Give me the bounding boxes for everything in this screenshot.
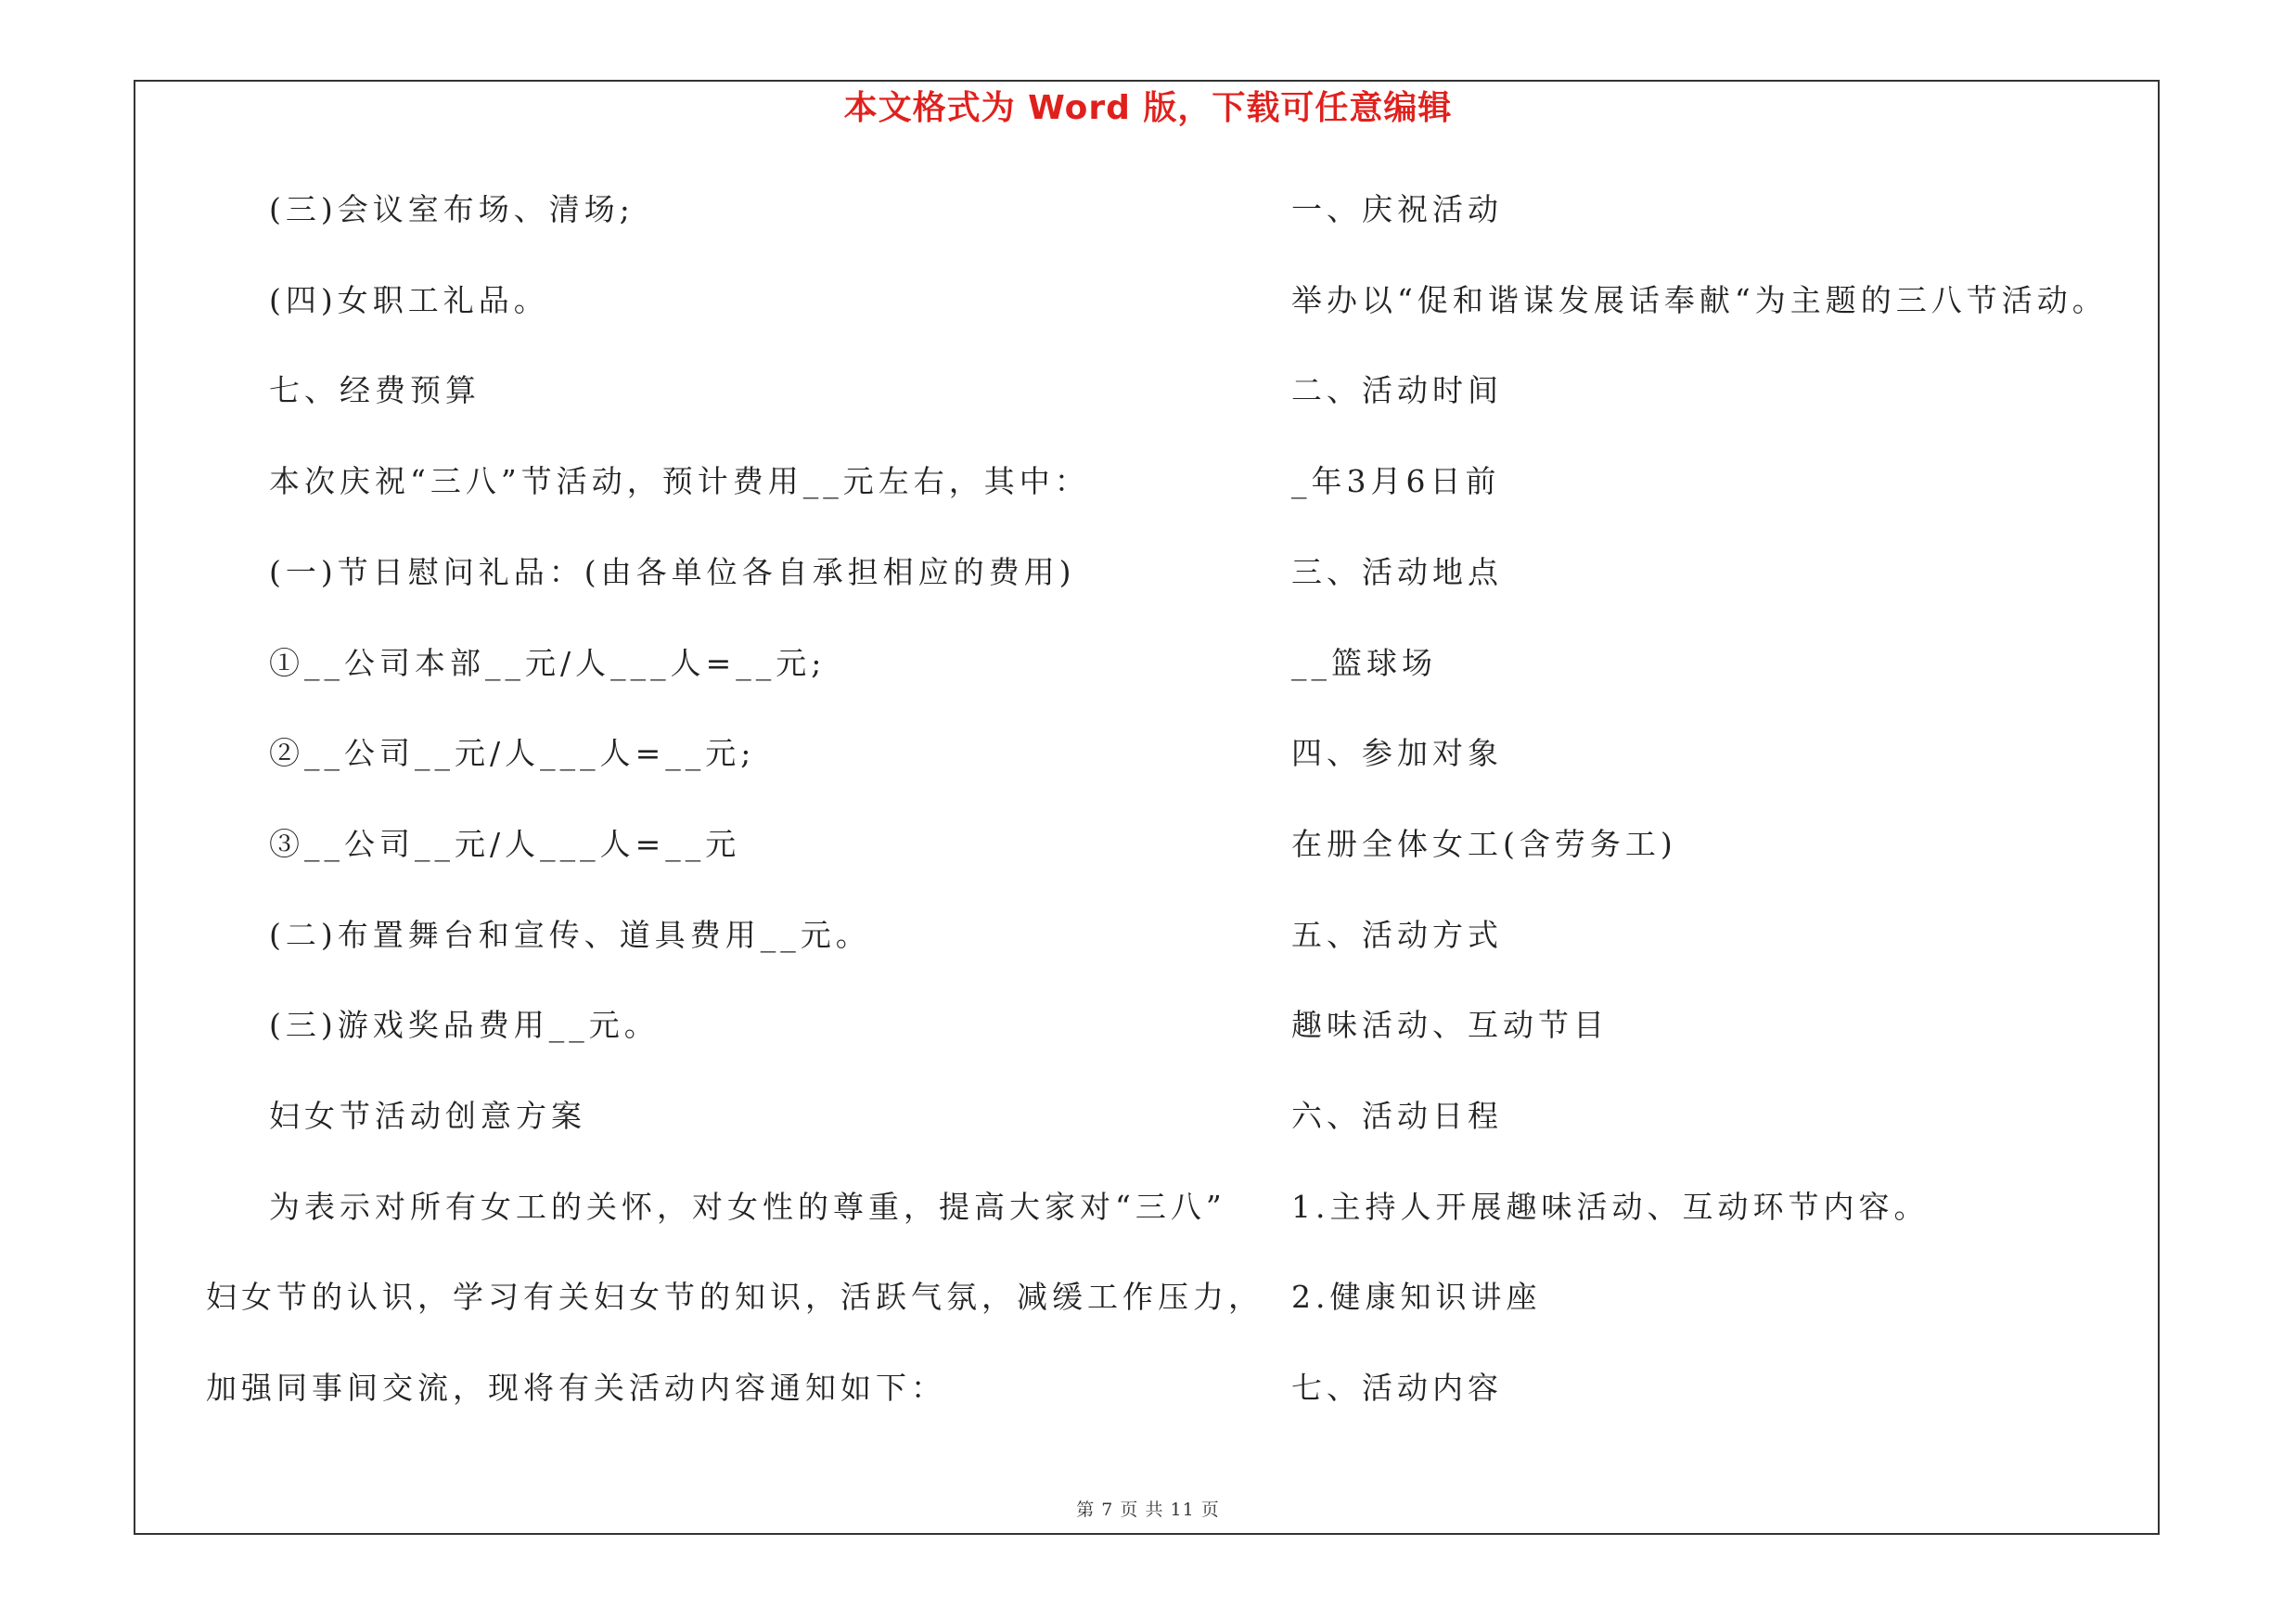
right_column-line: __篮球场 [1291,644,1437,681]
left_column-line: 本次庆祝“三八”节活动，预计费用__元左右，其中： [269,463,1090,500]
page-footer: 第 7 页 共 11 页 [1076,1500,1220,1520]
right_column-line: _年3月6日前 [1291,463,1501,500]
right_column-line: 2.健康知识讲座 [1291,1279,1542,1316]
right_column-line: 一、庆祝活动 [1291,191,1503,227]
right_column-line: 举办以“促和谐谋发展话奉献“为主题的三八节活动。 [1291,281,2108,318]
left_column-line: 加强同事间交流，现将有关活动内容通知如下： [206,1370,946,1407]
left_column-line: 为表示对所有女工的关怀，对女性的尊重，提高大家对“三八” [269,1188,1226,1225]
right_column-line: 趣味活动、互动节目 [1291,1007,1609,1044]
left_column-line: ②__公司__元/人___人=__元; [269,735,756,772]
right_column-line: 四、参加对象 [1291,735,1503,772]
right_column-line: 在册全体女工(含劳务工) [1291,825,1677,862]
right_column-line: 六、活动日程 [1291,1098,1503,1134]
left_column-line: 七、经费预算 [269,372,481,409]
right_column-line: 五、活动方式 [1291,916,1503,953]
left_column-line: (一)节日慰问礼品：(由各单位各自承担相应的费用) [269,553,1076,590]
left_column-line: 妇女节活动创意方案 [269,1098,586,1134]
right_column-line: 七、活动内容 [1291,1370,1503,1407]
left_column-line: (二)布置舞台和宣传、道具费用__元。 [269,916,871,953]
left_column-line: ①__公司本部__元/人___人=__元; [269,644,827,681]
left_column-line: (四)女职工礼品。 [269,281,549,318]
left_column-line: ③__公司__元/人___人=__元 [269,825,741,862]
left_column-line: 妇女节的认识，学习有关妇女节的知识，活跃气氛，减缓工作压力， [206,1279,1263,1316]
left_column-line: (三)游戏奖品费用__元。 [269,1007,660,1044]
format-banner: 本文格式为 Word 版，下载可任意编辑 [843,89,1453,127]
right_column-line: 二、活动时间 [1291,372,1503,409]
right_column-line: 1.主持人开展趣味活动、互动环节内容。 [1291,1188,1930,1225]
right_column-line: 三、活动地点 [1291,553,1503,590]
left_column-line: (三)会议室布场、清场; [269,191,635,227]
